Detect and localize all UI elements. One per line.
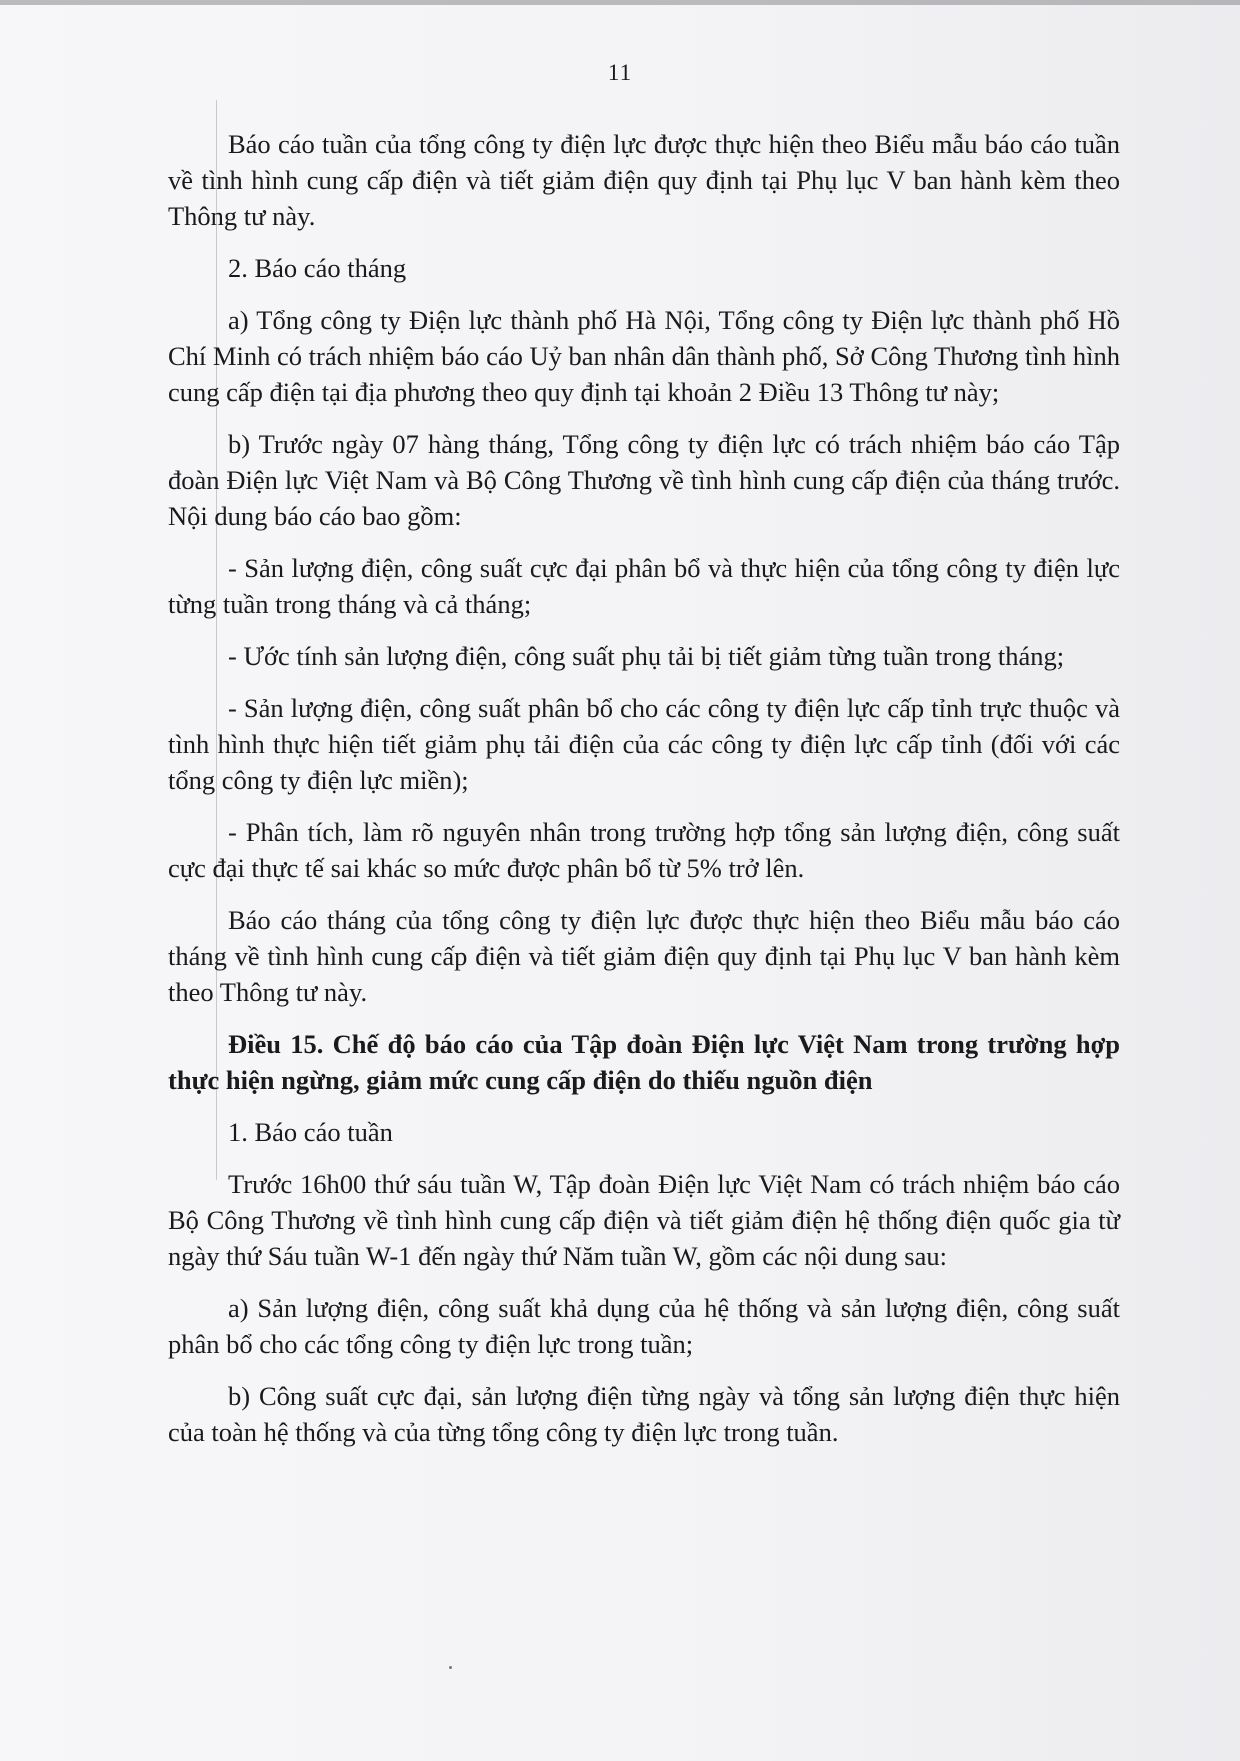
paragraph-item-b-peak: b) Công suất cực đại, sản lượng điện từng ngày và tổng sản lượng điện thực hiện của toàn hệ thống và của từng tổng công ty điện lực trong tuần. — [168, 1381, 1120, 1447]
scan-speck — [449, 1666, 452, 1669]
paragraph-bullet-allocation: - Sản lượng điện, công suất phân bổ cho các công ty điện lực cấp tỉnh trực thuộc và tình hình thực hiện tiết giảm phụ tải điện của các công ty điện lực cấp tỉnh (đối với các tổng công ty điện lực miền); — [168, 693, 1120, 795]
paragraph-weekly-report-title: 1. Báo cáo tuần — [228, 1117, 393, 1147]
paragraph-bullet-estimate: - Ước tính sản lượng điện, công suất phụ tải bị tiết giảm từng tuần trong tháng; — [228, 641, 1065, 671]
paragraph-bullet-output: - Sản lượng điện, công suất cực đại phân bổ và thực hiện của tổng công ty điện lực từng tuần trong tháng và cả tháng; — [168, 553, 1120, 619]
article-15-heading: Điều 15. Chế độ báo cáo của Tập đoàn Điện lực Việt Nam trong trường hợp thực hiện ngừng, giảm mức cung cấp điện do thiếu nguồn điện — [168, 1029, 1120, 1095]
paragraph-item-a-capacity: a) Sản lượng điện, công suất khả dụng của hệ thống và sản lượng điện, công suất phân bổ cho các tổng công ty điện lực trong tuần; — [168, 1293, 1120, 1359]
paragraph-item-b: b) Trước ngày 07 hàng tháng, Tổng công ty điện lực có trách nhiệm báo cáo Tập đoàn Điện lực Việt Nam và Bộ Công Thương về tình hình cung cấp điện của tháng trước. Nội dung báo cáo bao gồm: — [168, 429, 1120, 531]
paragraph-bullet-analysis: - Phân tích, làm rõ nguyên nhân trong trường hợp tổng sản lượng điện, công suất cực đại thực tế sai khác so mức được phân bổ từ 5% trở lên. — [168, 817, 1120, 883]
paragraph-weekly-deadline: Trước 16h00 thứ sáu tuần W, Tập đoàn Điện lực Việt Nam có trách nhiệm báo cáo Bộ Công Thương về tình hình cung cấp điện và tiết giảm điện hệ thống điện quốc gia từ ngày thứ Sáu tuần W-1 đến ngày thứ Năm tuần W, gồm các nội dung sau: — [168, 1169, 1120, 1271]
paragraph-monthly-report-title: 2. Báo cáo tháng — [228, 253, 407, 283]
paragraph-weekly-report-form: Báo cáo tuần của tổng công ty điện lực được thực hiện theo Biểu mẫu báo cáo tuần về tình hình cung cấp điện và tiết giảm điện quy định tại Phụ lục V ban hành kèm theo Thông tư này. — [168, 129, 1120, 231]
document-body — [168, 126, 1120, 1450]
paragraph-item-a: a) Tổng công ty Điện lực thành phố Hà Nội, Tổng công ty Điện lực thành phố Hồ Chí Minh có trách nhiệm báo cáo Uỷ ban nhân dân thành phố, Sở Công Thương tình hình cung cấp điện tại địa phương theo quy định tại khoản 2 Điều 13 Thông tư này; — [168, 305, 1120, 407]
scan-top-edge — [0, 0, 1240, 5]
paragraph-monthly-report-form: Báo cáo tháng của tổng công ty điện lực được thực hiện theo Biểu mẫu báo cáo tháng về tình hình cung cấp điện và tiết giảm điện quy định tại Phụ lục V ban hành kèm theo Thông tư này. — [168, 905, 1120, 1007]
page-number: 11 — [607, 60, 633, 85]
